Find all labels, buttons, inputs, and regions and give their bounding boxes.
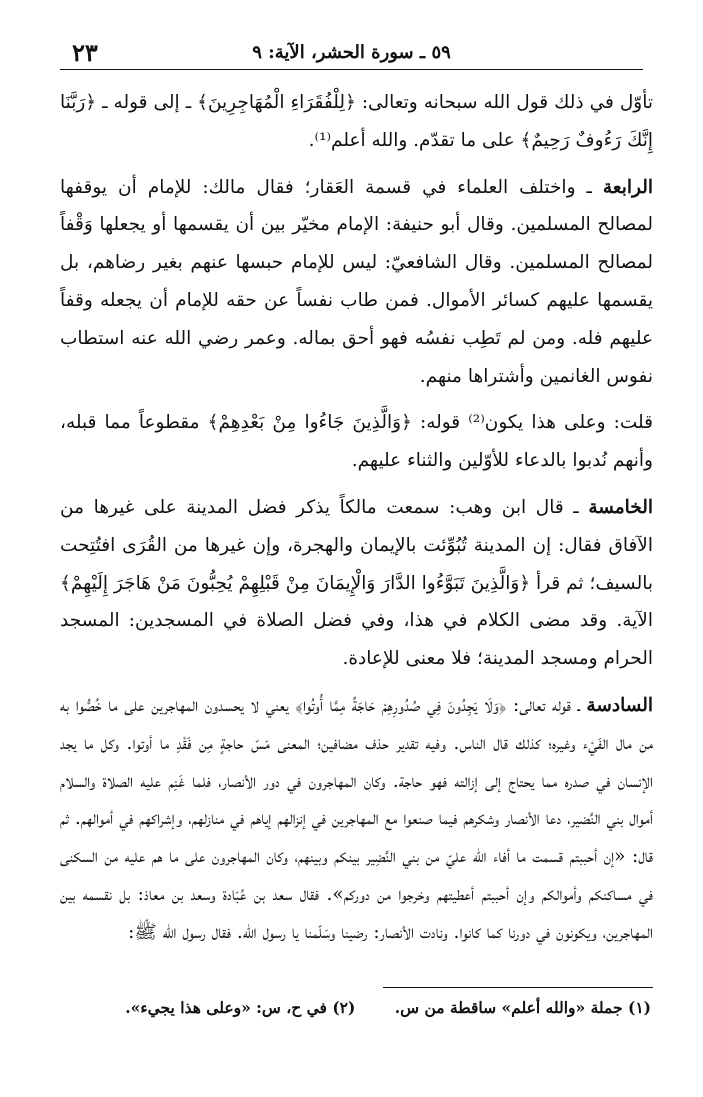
running-title: ٥٩ ـ سورة الحشر، الآية: ٩	[252, 42, 451, 63]
page-body	[60, 84, 653, 961]
footnotes	[60, 996, 651, 1020]
page-header	[60, 34, 643, 70]
paragraph-text: تأوّل في ذلك قول الله سبحانه وتعالى: ﴿لِلْفُقَرَاءِ الْمُهَاجِرِينَ﴾ ـ إلى قوله ـ ﴿رَبَّنَا إِنَّكَ رَءُوفٌ رَحِيمٌ﴾ على ما تقدّم. والله أعلم⁽¹⁾.	[60, 92, 653, 151]
paragraph-fourth	[60, 169, 653, 396]
paragraph-sixth	[60, 687, 653, 952]
paragraph-qult	[60, 404, 653, 480]
paragraph-text: ـ قوله تعالى: ﴿وَلَا يَجِدُونَ فِي صُدُورِهِمْ حَاجَةً مِمَّا أُوتُوا﴾ يعني لا يحسدون المهاجرين على ما خُصُّوا به من مال الفَيْء وغيره؛ كذلك قال الناس. وفيه تقدير حذف مضافين؛ المعنى مَسّ حاجةٍ مِن فَقْدِ ما أوتوا. وكل ما يجد الإنسان في صدره مما يحتاج إلى إزالته فهو حاجة. وكان المهاجرون في دور الأنصار، فلما غَنِم عليه الصلاة والسلام أموال بني النَّضير، دعا الأنصار وشكرهم فيما صنعوا مع المهاجرين في إنزالهم إياهم في منازلهم، وإشراكهم في أموالهم. ثم قال: «إن أحببتم قسمت ما أفاء الله عليّ من بني النَّضِير بينكم وبينهم، وكان المهاجرون على ما هم عليه من السكنى في مساكنكم وأموالكم وإن أحببتم أعطيتهم وخرجوا من دوركم». فقال سعد بن عُبَادة وسعد بن معاذ: بل نقسمه بين المهاجرين، ويكونون في دورنا كما كانوا. ونادت الأنصار: رضينا وسَلّمنا يا رسول الله. فقال رسول الله ﷺ:	[60, 694, 653, 943]
paragraph-lead: الخامسة	[588, 496, 653, 518]
footnote-1: (١) جملة «والله أعلم» ساقطة من س.	[394, 998, 651, 1017]
footnote-rule	[383, 987, 653, 988]
paragraph-text: ـ واختلف العلماء في قسمة العَقار؛ فقال مالك: للإمام أن يوقفها لمصالح المسلمين. وقال أبو حنيفة: الإمام مخيّر بين أن يقسمها أو يجعلها وَقْفاً لمصالح المسلمين. وقال الشافعيّ: ليس للإمام حبسها عنهم بغير رضاهم، بل يقسمها عليهم كسائر الأموال. فمن طاب نفساً عن حقه للإمام أن يجعله وقفاً عليهم فله. ومن لم تَطِب نفسُه فهو أحق بماله. وعمر رضي الله عنه استطاب نفوس الغانمين وأشتراها منهم.	[60, 176, 653, 387]
paragraph-lead: السادسة	[586, 694, 653, 716]
paragraph-fifth	[60, 489, 653, 678]
page-number: ٢٣	[72, 38, 98, 67]
header-rule	[60, 69, 643, 70]
paragraph-intro	[60, 84, 653, 160]
paragraph-text: قلت: وعلى هذا يكون⁽²⁾ قوله: ﴿وَالَّذِينَ جَاءُوا مِنْ بَعْدِهِمْ﴾ مقطوعاً مما قبله، وأنهم نُدبوا بالدعاء للأوّلين والثناء عليهم.	[60, 412, 653, 472]
paragraph-lead: الرابعة	[602, 176, 653, 198]
paragraph-text: ـ قال ابن وهب: سمعت مالكاً يذكر فضل المدينة على غيرها من الآفاق فقال: إن المدينة تُبُوِّئت بالإيمان والهجرة، وإن غيرها من القُرَى افتُتِحت بالسيف؛ ثم قرأ ﴿وَالَّذِينَ تَبَوَّءُوا الدَّارَ وَالْإِيمَانَ مِنْ قَبْلِهِمْ يُحِبُّونَ مَنْ هَاجَرَ إِلَيْهِمْ﴾ الآية. وقد مضى الكلام في هذا، وفي فضل الصلاة في المسجدين: المسجد الحرام ومسجد المدينة؛ فلا معنى للإعادة.	[60, 496, 653, 670]
footnote-2: (٢) في ح، س: «وعلى هذا يجيء».	[125, 998, 356, 1017]
